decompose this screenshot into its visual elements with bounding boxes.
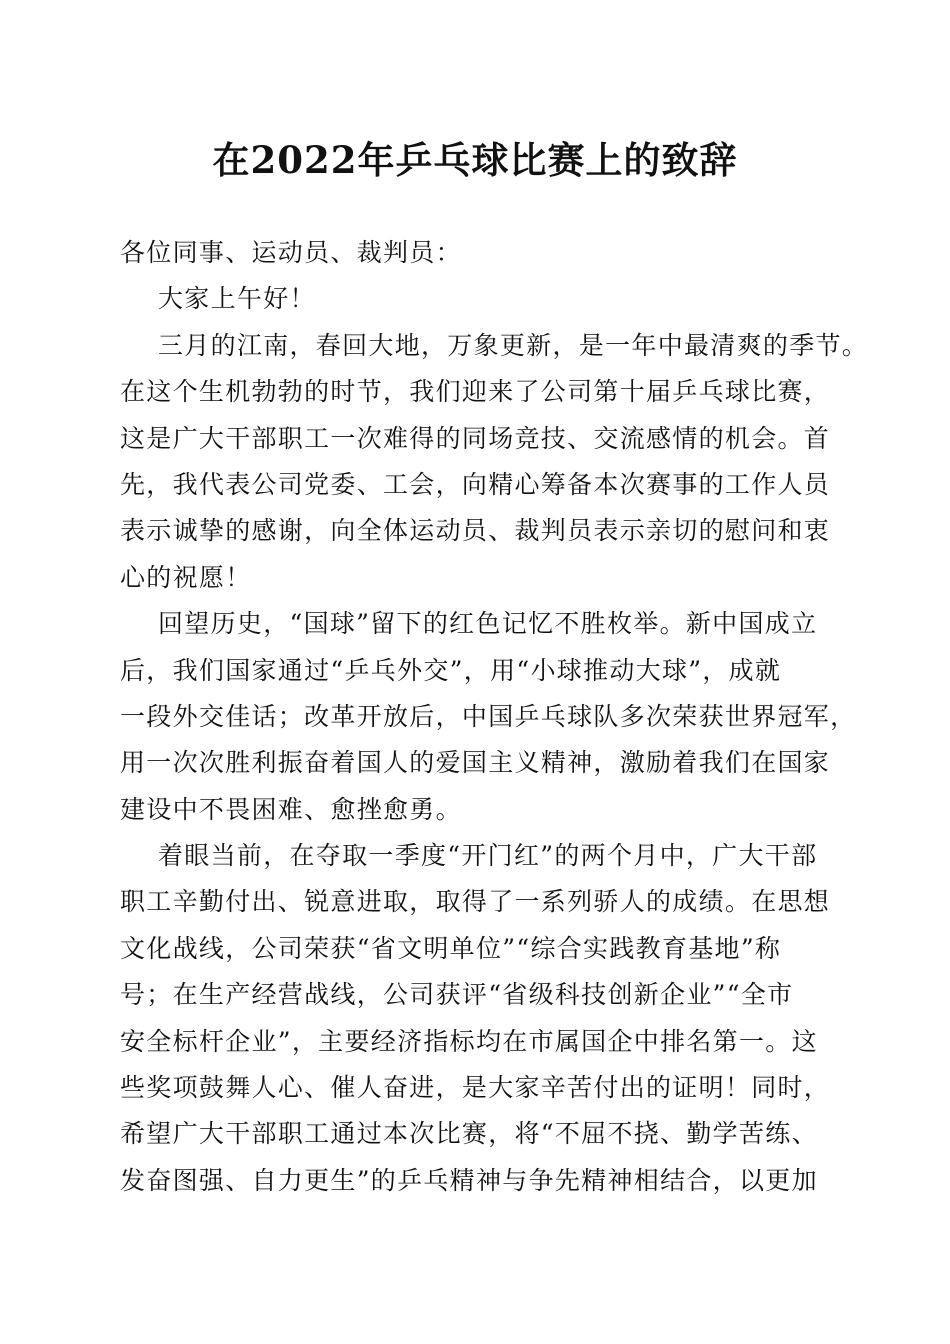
paragraph-1-line-6: 心的祝愿！ xyxy=(120,562,252,592)
paragraph-1-line-3: 这是广大干部职工一次难得的同场竞技、交流感情的机会。首 xyxy=(120,423,831,453)
speech-body xyxy=(120,230,869,1204)
paragraph-3-line-1: 着眼当前，在夺取一季度“开门红”的两个月中，广大干部 xyxy=(158,841,818,871)
paragraph-3-line-3: 文化战线，公司荣获“省文明单位”“综合实践教育基地”称 xyxy=(120,933,782,963)
paragraph-3-line-2: 职工辛勤付出、锐意进取，取得了一系列骄人的成绩。在思想 xyxy=(120,887,831,917)
paragraph-2-line-1: 回望历史，“国球”留下的红色记忆不胜枚举。新中国成立 xyxy=(158,609,818,639)
paragraph-1-line-5: 表示诚挚的感谢，向全体运动员、裁判员表示亲切的慰问和衷 xyxy=(120,516,831,546)
paragraph-3-line-8: 发奋图强、自力更生”的乒乓精神与争先精神相结合，以更加 xyxy=(120,1165,818,1195)
paragraph-3-line-6: 些奖项鼓舞人心、催人奋进，是大家辛苦付出的证明！同时， xyxy=(120,1073,831,1103)
greeting-line: 大家上午好！ xyxy=(158,284,316,314)
paragraph-2-line-4: 用一次次胜利振奋着国人的爱国主义精神，激励着我们在国家 xyxy=(120,748,831,778)
paragraph-3-line-5: 安全标杆企业”，主要经济指标均在市属国企中排名第一。这 xyxy=(120,1026,818,1056)
paragraph-1-line-2: 在这个生机勃勃的时节，我们迎来了公司第十届乒乓球比赛， xyxy=(120,377,831,407)
paragraph-2-line-5: 建设中不畏困难、愈挫愈勇。 xyxy=(120,794,462,824)
paragraph-1-line-1: 三月的江南，春回大地，万象更新，是一年中最清爽的季节。 xyxy=(158,330,869,360)
paragraph-3-line-4: 号；在生产经营战线，公司获评“省级科技创新企业”“全市 xyxy=(120,980,794,1010)
salutation-line: 各位同事、运动员、裁判员： xyxy=(120,238,462,267)
page-title: 在2022年乒乓球比赛上的致辞 xyxy=(212,138,738,182)
paragraph-2-line-2: 后，我们国家通过“乒乓外交”，用“小球推动大球”，成就 xyxy=(120,655,782,685)
paragraph-1-line-4: 先，我代表公司党委、工会，向精心筹备本次赛事的工作人员 xyxy=(120,469,831,499)
paragraph-2-line-3: 一段外交佳话；改革开放后，中国乒乓球队多次荣获世界冠军， xyxy=(120,701,857,731)
paragraph-3-line-7: 希望广大干部职工通过本次比赛，将“不屈不挠、勤学苦练、 xyxy=(120,1119,818,1149)
